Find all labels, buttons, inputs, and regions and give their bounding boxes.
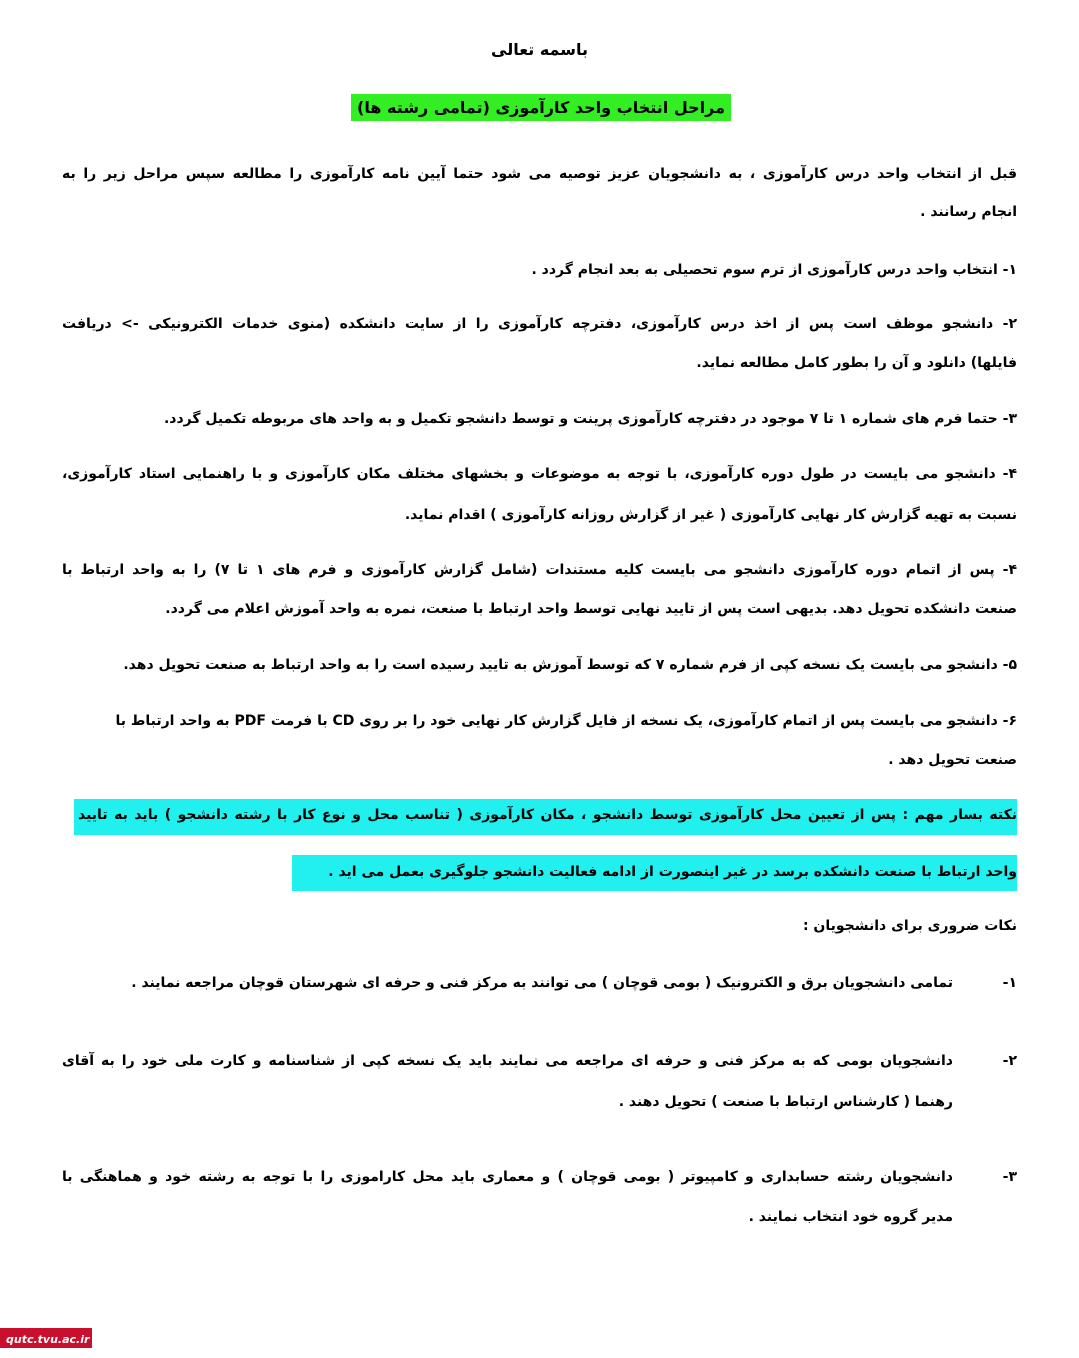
essential-item-3-line-1: دانشجویان رشته حسابداری و کامپیوتر ( بومی قوچان ) و معماری باید محل کاراموزی را با توجه به رشته خود و هماهنگی با [62, 1169, 953, 1185]
step-7-line-2: صنعت تحویل دهد . [888, 752, 1017, 768]
step-5-line-1: ۴- پس از اتمام دوره کارآموزی دانشجو می بایست کلیه مستندات (شامل گزارش کارآموزی و فرم های ۱ تا ۷) را به واحد ارتباط با [62, 562, 1017, 578]
important-note-line-2: واحد ارتباط با صنعت دانشکده برسد در غیر اینصورت از ادامه فعالیت دانشجو جلوگیری بعمل می اید . [328, 864, 1017, 880]
step-4-line-1: ۴- دانشجو می بایست در طول دوره کارآموزی، با توجه به موضوعات و بخشهای مختلف مکان کارآموزی و با راهنمایی استاد کارآموزی، [62, 466, 1017, 482]
step-7-line-1: ۶- دانشجو می بایست پس از اتمام کارآموزی، یک نسخه از فایل گزارش کار نهایی خود را بر روی CD با فرمت PDF به واحد ارتباط با [115, 713, 1017, 729]
important-note-highlight-2 [292, 855, 1017, 891]
step-2-line-1: ۲- دانشجو موظف است پس از اخذ درس کارآموزی، دفترچه کارآموزی را از سایت دانشکده (منوی خدمات الکترونیکی -> دریافت [62, 316, 1017, 332]
essential-item-2-number: ۲- [1002, 1053, 1017, 1069]
footer-watermark: qutc.tvu.ac.ir [6, 1333, 90, 1346]
intro-line-2: انجام رسانند . [920, 204, 1017, 220]
step-3: ۳- حتما فرم های شماره ۱ تا ۷ موجود در دفترچه کارآموزی پرینت و توسط دانشجو تکمیل و به واحد های مربوطه تکمیل گردد. [163, 411, 1017, 427]
important-note-line-1: نکته بسار مهم : پس از تعیین محل کارآموزی توسط دانشجو ، مکان کارآموزی ( تناسب محل و نوع کار با رشته دانشجو ) باید به تایید [78, 807, 1017, 823]
essentials-heading: نکات ضروری برای دانشجویان : [802, 918, 1017, 934]
bismillah-heading: باسمه تعالی [491, 40, 588, 59]
intro-line-1: قبل از انتخاب واحد درس کارآموزی ، به دانشجویان عزیز توصیه می شود حتما آیین نامه کارآموزی را مطالعه سپس مراحل زیر را به [62, 166, 1017, 182]
essential-item-2-line-2: رهنما ( کارشناس ارتباط با صنعت ) تحویل دهند . [618, 1094, 953, 1110]
essential-item-1-number: ۱- [1002, 975, 1017, 991]
essential-item-3-number: ۳- [1002, 1169, 1017, 1185]
step-1: ۱- انتخاب واحد درس کارآموزی از ترم سوم تحصیلی به بعد انجام گردد . [531, 262, 1017, 278]
essential-item-2-line-1: دانشجویان بومی که به مرکز فنی و حرفه ای مراجعه می نمایند باید یک نسخه کپی از شناسنامه و کارت ملی خود را به آقای [62, 1053, 953, 1069]
essential-item-1: تمامی دانشجویان برق و الکترونیک ( بومی قوچان ) می توانند به مرکز فنی و حرفه ای شهرستان قوچان مراجعه نمایند . [131, 975, 953, 991]
important-note-highlight-1 [74, 799, 1017, 835]
step-6: ۵- دانشجو می بایست یک نسخه کپی از فرم شماره ۷ که توسط آموزش به تایید رسیده است را به واحد ارتباط به صنعت تحویل دهد. [123, 657, 1017, 673]
step-4-line-2: نسبت به تهیه گزارش کار نهایی کارآموزی ( غیر از گزارش روزانه کارآموزی ) اقدام نماید. [404, 507, 1017, 523]
step-2-line-2: فایلها) دانلود و آن را بطور کامل مطالعه نماید. [696, 355, 1017, 371]
page-title: مراحل انتخاب واحد کارآموزی (تمامی رشته ها) [351, 94, 731, 121]
step-5-line-2: صنعت دانشکده تحویل دهد. بدیهی است پس از تایید نهایی توسط واحد ارتباط با صنعت، نمره به واحد آموزش اعلام می گردد. [165, 601, 1017, 617]
page-title-box [345, 96, 737, 119]
essential-item-3-line-2: مدیر گروه خود انتخاب نمایند . [748, 1209, 953, 1225]
